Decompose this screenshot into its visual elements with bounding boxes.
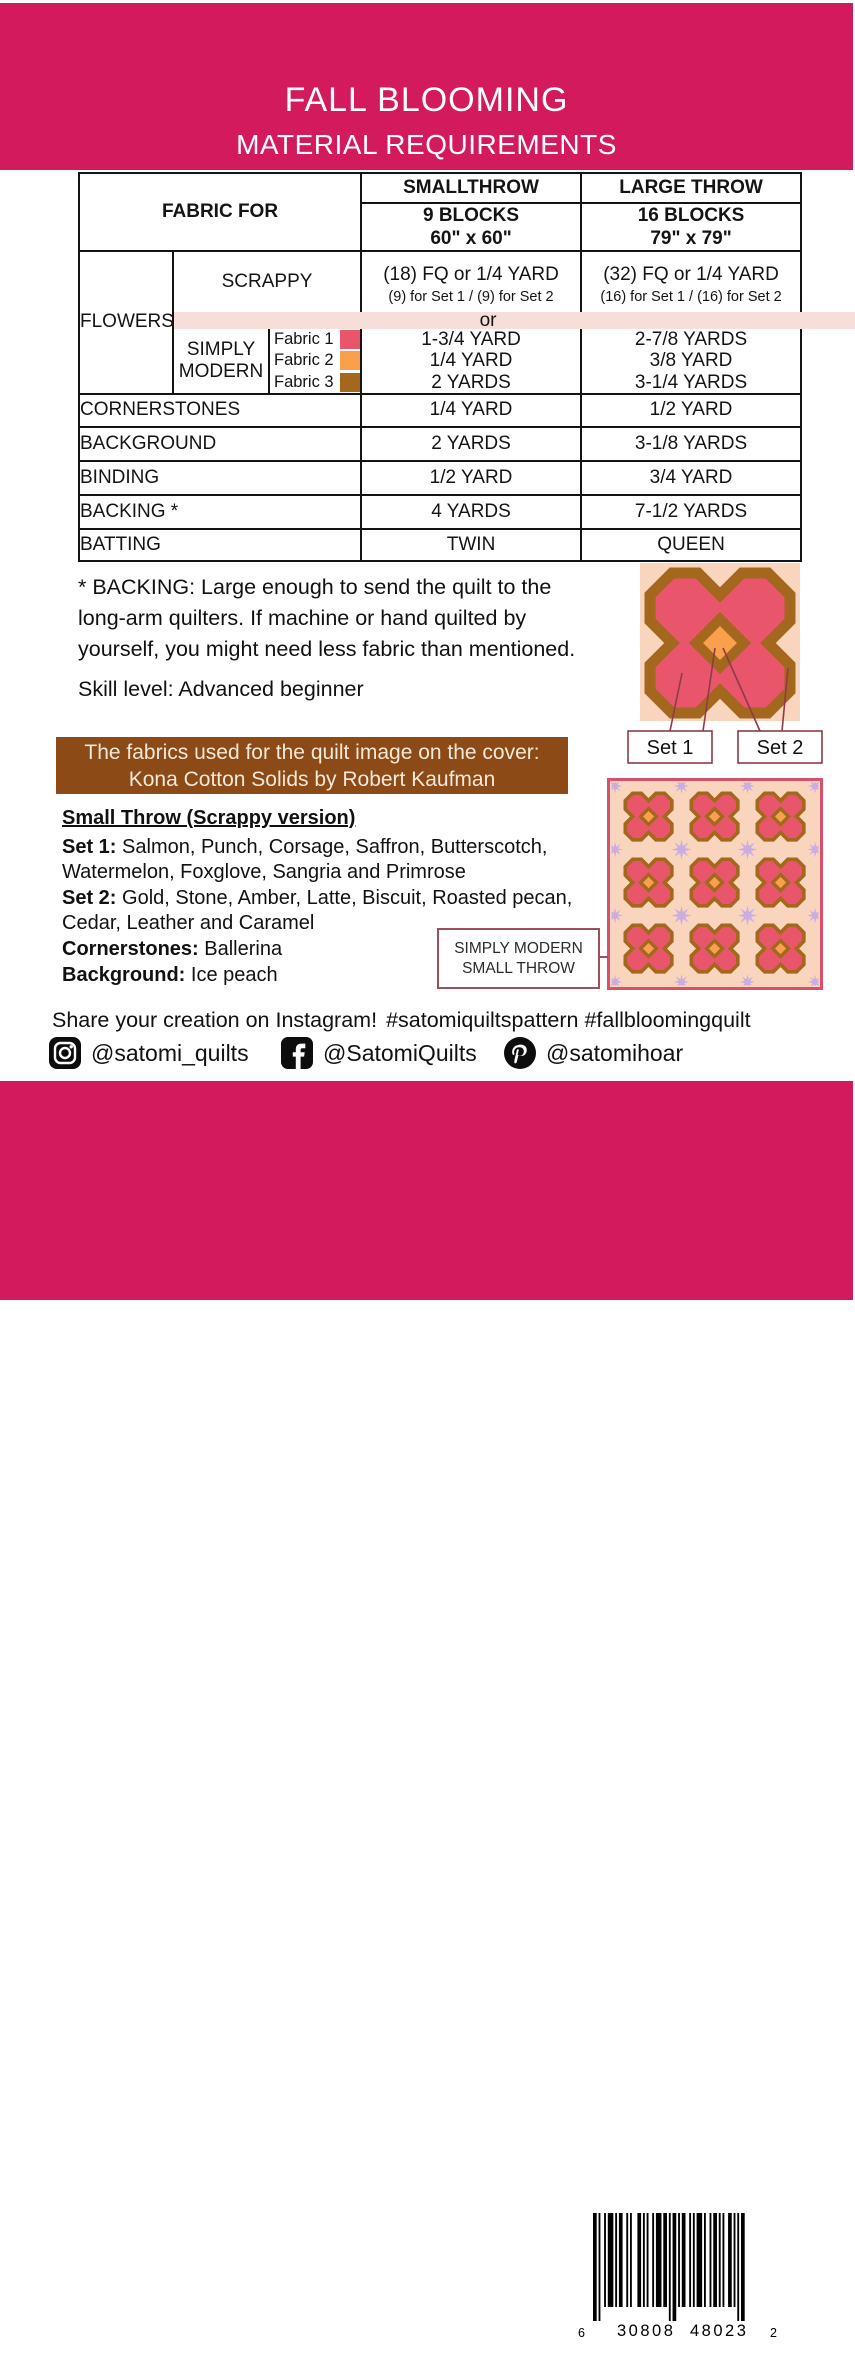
scrappy-large-yardage: (32) FQ or 1/4 YARD [603, 263, 779, 285]
backing-note: * BACKING: Large enough to send the quilt to the long-arm quilters. If machine or hand quilted by yourself, you might need less fabric than mentioned. [78, 575, 576, 661]
large-throw-dimensions: 79" x 79" [650, 228, 732, 249]
pinterest-group [503, 1036, 683, 1070]
background-large: 3-1/8 YARDS [582, 428, 802, 462]
set2-label: Set 2 [756, 737, 804, 759]
scrappy-large-note: (16) for Set 1 / (16) for Set 2 [600, 288, 782, 305]
fabric-1-name: Fabric 1 [274, 330, 334, 349]
footer-text [65, 2191, 565, 2359]
set2-fabric-names: Gold, Stone, Amber, Latte, Biscuit, Roasted pecan, Cedar, Leather and Caramel [62, 887, 573, 934]
row-label-cornerstones: CORNERSTONES [80, 395, 362, 428]
scrappy-large-value [582, 252, 802, 312]
fabrics-banner-line1: The fabrics used for the quilt image on the cover: [84, 741, 540, 764]
background-fabric-name: Ice peach [190, 964, 278, 986]
fabric-2-small-yardage: 1/4 YARD [429, 350, 513, 372]
flower-blocks-grid [625, 793, 803, 971]
skill-level-note: Skill level: Advanced beginner [78, 677, 364, 701]
scrappy-small-value [362, 252, 582, 312]
large-throw-size-header [582, 204, 802, 252]
website-link[interactable]: www.satomiquilts.com [65, 2248, 308, 2273]
large-throw-blocks: 16 BLOCKS [637, 205, 745, 226]
simply-modern-label-line1: SIMPLY [186, 338, 256, 360]
scrappy-small-note: (9) for Set 1 / (9) for Set 2 [388, 288, 554, 305]
fabric-for-header: FABRIC FOR [80, 174, 362, 252]
material-requirements-table [78, 172, 802, 562]
set1-fabric-names: Salmon, Punch, Corsage, Saffron, Butterscotch, Watermelon, Foxglove, Sangria and Primrose [62, 836, 548, 883]
small-throw-quilt-image [607, 778, 823, 990]
page-subtitle: MATERIAL REQUIREMENTS [236, 129, 617, 160]
pinterest-icon[interactable] [503, 1036, 537, 1070]
binding-small: 1/2 YARD [362, 462, 582, 496]
hashtags: #satomiquiltspattern #fallbloomingquilt [386, 1008, 751, 1032]
fabric-1-swatch [340, 330, 360, 349]
simply-modern-small-values [362, 329, 582, 395]
row-label-background: BACKGROUND [80, 428, 362, 462]
barcode-bars [591, 2213, 763, 2327]
facebook-group [280, 1036, 477, 1070]
fabrics-banner-line2: Kona Cotton Solids by Robert Kaufman [128, 768, 496, 791]
cornerstones-small: 1/4 YARD [362, 395, 582, 428]
barcode-digit-group1: 30808 [617, 2322, 676, 2340]
fabric-1-small-yardage: 1-3/4 YARD [421, 329, 521, 350]
batting-large: QUEEN [582, 530, 802, 562]
share-text: Share your creation on Instagram! [52, 1008, 378, 1032]
row-label-batting: BATTING [80, 530, 362, 562]
backing-large: 7-1/2 YARDS [582, 496, 802, 530]
header-band [0, 3, 853, 170]
page-title: FALL BLOOMING [284, 81, 569, 119]
simply-modern-label [174, 329, 270, 395]
facebook-handle[interactable]: @SatomiQuilts [323, 1039, 477, 1066]
background-label-bold: Background: [62, 964, 186, 986]
or-divider-band: or [174, 312, 802, 329]
batting-small: TWIN [362, 530, 582, 562]
fabric-1-line [270, 329, 360, 350]
cornerstones-label-bold: Cornerstones: [62, 938, 199, 960]
column-header-small-throw: SMALLTHROW [362, 174, 582, 204]
small-throw-blocks: 9 BLOCKS [422, 205, 520, 226]
set1-label-bold: Set 1: [62, 836, 117, 858]
simply-modern-label-line2: MODERN [178, 360, 264, 382]
instagram-group [48, 1036, 249, 1070]
fabric-2-name: Fabric 2 [274, 351, 334, 370]
fabrics-banner [56, 737, 568, 794]
set2-label-bold: Set 2: [62, 887, 117, 909]
fabric-3-large-yardage: 3-1/4 YARDS [634, 371, 748, 393]
quilt-label-line1: SIMPLY MODERN [454, 939, 583, 957]
facebook-icon[interactable] [280, 1036, 314, 1070]
fabric-3-name: Fabric 3 [274, 372, 334, 391]
row-label-backing: BACKING * [80, 496, 362, 530]
fabric-2-line [270, 350, 360, 371]
instagram-handle[interactable]: @satomi_quilts [91, 1039, 249, 1066]
set1-fabrics [62, 835, 602, 885]
barcode-digit-right: 2 [770, 2326, 777, 2340]
quilt-label-box [437, 928, 600, 989]
fabrics-list-heading: Small Throw (Scrappy version) [62, 807, 356, 829]
barcode [575, 2206, 780, 2344]
fabric-2-swatch [340, 351, 360, 370]
scrappy-label: SCRAPPY [174, 252, 362, 312]
backing-small: 4 YARDS [362, 496, 582, 530]
fabric-2-large-yardage: 3/8 YARD [649, 350, 733, 372]
row-label-binding: BINDING [80, 462, 362, 496]
column-header-large-throw: LARGE THROW [582, 174, 802, 204]
binding-large: 3/4 YARD [582, 462, 802, 496]
quilt-label-line2: SMALL THROW [462, 959, 575, 977]
cornerstones-fabric-name: Ballerina [204, 938, 283, 960]
background-small: 2 YARDS [362, 428, 582, 462]
designer-line: Designed by Satomi Hoar of Satomi Quilts [65, 2220, 517, 2245]
footer-band [0, 1081, 853, 2357]
small-throw-size-header [362, 204, 582, 252]
fabric-name-cell [270, 329, 362, 395]
barcode-digits [575, 2321, 780, 2341]
instagram-icon[interactable] [48, 1036, 82, 1070]
simply-modern-large-values [582, 329, 802, 395]
set1-label: Set 1 [646, 737, 694, 759]
barcode-digit-group2: 48023 [690, 2322, 749, 2340]
copyright-line: Copyright 2022 Satomi Quilts LLC [65, 2332, 429, 2357]
fabric-1-large-yardage: 2-7/8 YARDS [634, 329, 748, 350]
scrappy-small-yardage: (18) FQ or 1/4 YARD [383, 263, 559, 285]
quilt-label-connector-line [600, 956, 608, 958]
fabric-3-small-yardage: 2 YARDS [431, 371, 511, 393]
share-line [52, 1008, 842, 1033]
small-throw-dimensions: 60" x 60" [430, 228, 512, 249]
pattern-number-line: Pattern #024 FALL BLOOMING [65, 2192, 391, 2217]
fabric-3-line [270, 372, 360, 393]
copyright-notice: This pattern may not be shared, copied, reproduced or resold. [65, 2276, 491, 2329]
cornerstones-large: 1/2 YARD [582, 395, 802, 428]
fabric-3-swatch [340, 373, 360, 392]
flowers-row-label: FLOWERS [80, 252, 174, 395]
flower-block-diagram [650, 573, 790, 713]
barcode-digit-left: 6 [578, 2326, 585, 2340]
set-diagram [620, 553, 853, 775]
pinterest-handle[interactable]: @satomihoar [546, 1039, 684, 1066]
